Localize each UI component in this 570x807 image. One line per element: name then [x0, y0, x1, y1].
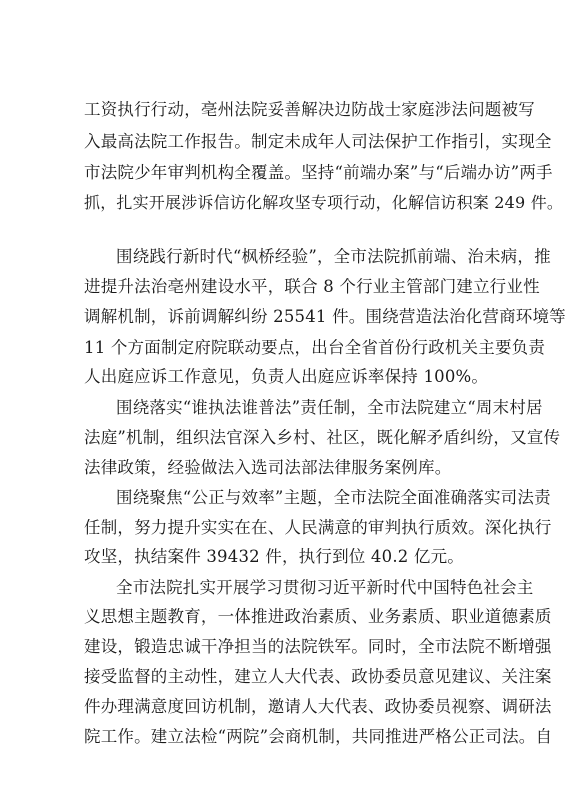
text-line-9: 人出庭应诉工作意见，负责人出庭应诉率保持 100%。 — [84, 367, 489, 386]
text-line-21: 院工作。建立法检“两院”会商机制，共同推进严格公正司法。自 — [84, 727, 553, 746]
text-line-4: 抓，扎实开展涉诉信访化解攻坚专项行动，化解信访积案 249 件。 — [84, 193, 564, 212]
text-line-15: 攻坚，执结案件 39432 件，执行到位 40.2 亿元。 — [84, 547, 465, 566]
text-line-8: 11 个方面制定府院联动要点，出台全省首份行政机关主要负责 — [84, 338, 546, 357]
text-line-11: 法庭”机制，组织法官深入乡村、社区，既化解矛盾纠纷，又宣传 — [84, 428, 561, 447]
text-line-18: 建设，锻造忠诚干净担当的法院铁军。同时，全市法院不断增强 — [84, 637, 552, 656]
text-line-19: 接受监督的主动性，建立人大代表、政协委员意见建议、关注案 — [84, 667, 552, 686]
text-line-7: 调解机制，诉前调解纠纷 25541 件。围绕营造法治化营商环境等 — [84, 307, 566, 326]
text-line-10: 围绕落实“谁执法谁普法”责任制，全市法院建立“周末村居 — [116, 398, 543, 417]
text-line-20: 件办理满意度回访机制，邀请人大代表、政协委员视察、调研法 — [84, 697, 552, 716]
text-line-14: 任制，努力提升实实在在、人民满意的审判执行质效。深化执行 — [84, 518, 552, 537]
text-line-3: 市法院少年审判机构全覆盖。坚持“前端办案”与“后端办访”两手 — [84, 163, 553, 182]
text-line-16: 全市法院扎实开展学习贯彻习近平新时代中国特色社会主 — [116, 578, 534, 597]
text-line-12: 法律政策，经验做法入选司法部法律服务案例库。 — [84, 458, 452, 477]
text-line-2: 入最高法院工作报告。制定未成年人司法保护工作指引，实现全 — [84, 132, 552, 151]
text-line-1: 工资执行行动，亳州法院妥善解决边防战士家庭涉法问题被写 — [84, 100, 535, 119]
text-line-6: 进提升法治亳州建设水平，联合 8 个行业主管部门建立行业性 — [84, 277, 540, 296]
text-line-13: 围绕聚焦“公正与效率”主题，全市法院全面准确落实司法责 — [116, 488, 551, 507]
text-line-5: 围绕践行新时代“枫桥经验”，全市法院抓前端、治未病，推 — [116, 247, 551, 266]
text-line-17: 义思想主题教育，一体推进政治素质、业务素质、职业道德素质 — [84, 607, 552, 626]
